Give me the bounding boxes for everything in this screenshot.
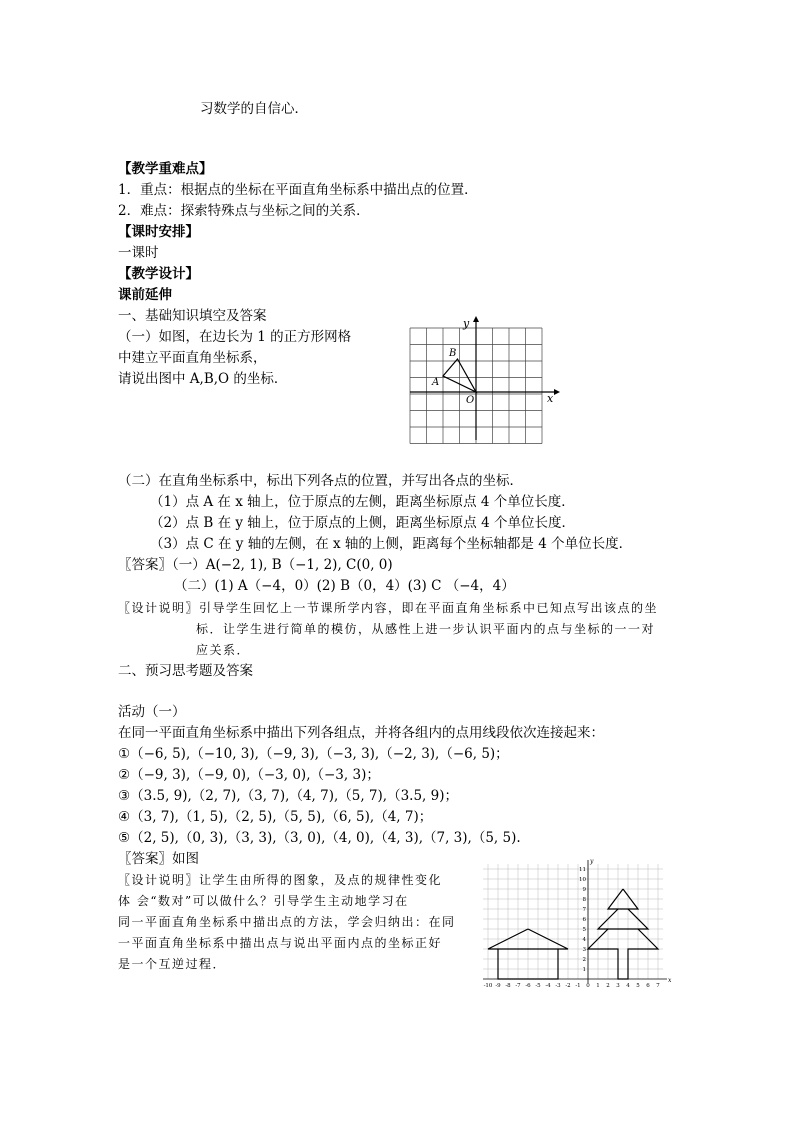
chart-y-tick: 11 bbox=[579, 867, 586, 873]
chart-x-label: x bbox=[668, 977, 672, 984]
part1-q2-intro: （二）在直角坐标系中，标出下列各点的位置，并写出各点的坐标． bbox=[118, 473, 523, 489]
part1-title: 一、基础知识填空及答案 bbox=[118, 308, 267, 324]
part1-note-line1: 〖设计说明〗引导学生回忆上一节课所学内容，即在平面直角坐标系中已知点写出该点的坐 bbox=[118, 601, 659, 615]
point-b-label: B bbox=[449, 348, 457, 359]
part2-note-line3: 同一平面直角坐标系中描出点的方法，学会归纳出：在同 bbox=[118, 915, 456, 929]
part2-note-line5: 是一个互逆过程． bbox=[118, 957, 227, 971]
chart-y-tick: 10 bbox=[579, 877, 586, 883]
chart-y-tick: 2 bbox=[582, 957, 586, 963]
part1-q1-line3: 请说出图中 A,B,O 的坐标． bbox=[118, 371, 288, 387]
intro-line: 习数学的自信心． bbox=[200, 101, 308, 117]
chart-y-label: y bbox=[590, 858, 594, 865]
part2-activity: 活动（一） bbox=[118, 704, 186, 720]
part1-answer1: 〖答案〗（一）A(−2, 1), B（−1, 2), C(0, 0) bbox=[118, 557, 393, 573]
chart-x-tick: 1 bbox=[596, 983, 600, 989]
chart-x-tick: -8 bbox=[505, 983, 511, 989]
x-axis-arrow bbox=[554, 389, 560, 395]
part1-q2-item-3: （3）点 C 在 y 轴的左侧，在 x 轴的上侧，距离每个坐标轴都是 4 个单位长度． bbox=[150, 536, 633, 552]
chart-x-tick: 6 bbox=[646, 983, 650, 989]
part2-title: 二、预习思考题及答案 bbox=[118, 663, 253, 679]
chart-x-tick: -2 bbox=[565, 983, 571, 989]
part1-q2-item-2: （2）点 B 在 y 轴上，位于原点的上侧，距离坐标原点 4 个单位长度． bbox=[150, 515, 575, 531]
chart-x-tick: 5 bbox=[636, 983, 640, 989]
key-point-1: 1．重点：根据点的坐标在平面直角坐标系中描出点的位置． bbox=[118, 182, 478, 198]
part1-q2-item-1: （1）点 A 在 x 轴上，位于原点的左侧，距离坐标原点 4 个单位长度． bbox=[150, 494, 575, 510]
x-axis-label: x bbox=[547, 392, 554, 405]
grid-figure bbox=[400, 314, 570, 444]
part2-group-5: ⑤（2, 5),（0, 3),（3, 3),（3, 0),（4, 0),（4, 3),（7, 3),（5, 5). bbox=[118, 830, 521, 846]
point-a-label: A bbox=[432, 377, 440, 388]
chart-x-tick: -10 bbox=[483, 983, 493, 989]
part2-answer: 〖答案〗如图 bbox=[118, 851, 199, 867]
part2-instruction: 在同一平面直角坐标系中描出下列各组点，并将各组内的点用线段依次连接起来： bbox=[118, 725, 604, 741]
chart-x-tick: -3 bbox=[555, 983, 561, 989]
chart-y-tick: 8 bbox=[582, 897, 586, 903]
part1-note-line3: 应关系． bbox=[196, 643, 251, 657]
chart-x-tick: -6 bbox=[525, 983, 531, 989]
chart-series-5 bbox=[588, 929, 658, 979]
chart-x-tick: -1 bbox=[575, 983, 581, 989]
part2-note-line2: 体 会“数对”可以做什么？引导学生主动地学习在 bbox=[118, 894, 409, 908]
chart-x-tick: -9 bbox=[495, 983, 501, 989]
chart-x-tick: -5 bbox=[535, 983, 541, 989]
part1-q1-line1: （一）如图，在边长为 1 的正方形网格 bbox=[118, 329, 352, 345]
part2-group-2: ②（−9, 3),（−9, 0),（−3, 0),（−3, 3)； bbox=[118, 767, 380, 783]
chart-y-tick: 5 bbox=[582, 927, 586, 933]
part2-group-3: ③（3.5, 9),（2, 7),（3, 7),（4, 7),（5, 7),（3.5, 9)； bbox=[118, 788, 458, 804]
part2-group-4: ④（3, 7),（1, 5),（2, 5),（5, 5),（6, 5),（4, 7)； bbox=[118, 809, 433, 825]
key-point-2: 2．难点：探索特殊点与坐标之间的关系． bbox=[118, 203, 370, 219]
part1-q1-line2: 中建立平面直角坐标系， bbox=[118, 350, 267, 366]
chart-y-tick: 1 bbox=[582, 967, 586, 973]
part2-group-1: ①（−6, 5),（−10, 3),（−9, 3),（−3, 3),（−2, 3),（−6, 5)； bbox=[118, 746, 509, 762]
chart-x-tick: -7 bbox=[515, 983, 521, 989]
key-points-heading: 【教学重难点】 bbox=[118, 161, 213, 177]
part1-answer2: （二）(1) A（−4，0）(2) B（0，4）(3) C （−4，4） bbox=[174, 578, 515, 594]
schedule-heading: 【课时安排】 bbox=[118, 224, 199, 240]
part2-note-line1: 〖设计说明〗让学生由所得的图象，及点的规律性变化 bbox=[118, 873, 443, 887]
y-axis-label: y bbox=[463, 317, 470, 330]
chart-x-tick: -4 bbox=[545, 983, 551, 989]
schedule-value: 一课时 bbox=[118, 245, 159, 261]
chart-x-tick: 7 bbox=[656, 983, 660, 989]
part2-note-line4: 一平面直角坐标系中描出点与说出平面内点的坐标正好 bbox=[118, 936, 443, 950]
chart-x-tick: 4 bbox=[626, 983, 630, 989]
house-tree-chart bbox=[480, 855, 672, 990]
origin-label: O bbox=[466, 395, 475, 406]
chart-x-tick: 3 bbox=[616, 983, 620, 989]
chart-x-tick: 0 bbox=[586, 983, 590, 989]
y-axis-arrow bbox=[473, 316, 479, 322]
chart-y-tick: 9 bbox=[582, 887, 586, 893]
chart-y-tick: 4 bbox=[582, 937, 586, 943]
design-heading: 【教学设计】 bbox=[118, 266, 199, 282]
part1-note-line2: 标．让学生进行简单的模仿，从感性上进一步认识平面内的点与坐标的一一对 bbox=[196, 622, 656, 636]
chart-y-tick: 3 bbox=[582, 947, 586, 953]
chart-y-tick: 6 bbox=[582, 917, 586, 923]
chart-y-tick: 7 bbox=[582, 907, 586, 913]
design-subheading: 课前延伸 bbox=[118, 287, 172, 303]
chart-x-tick: 2 bbox=[606, 983, 610, 989]
